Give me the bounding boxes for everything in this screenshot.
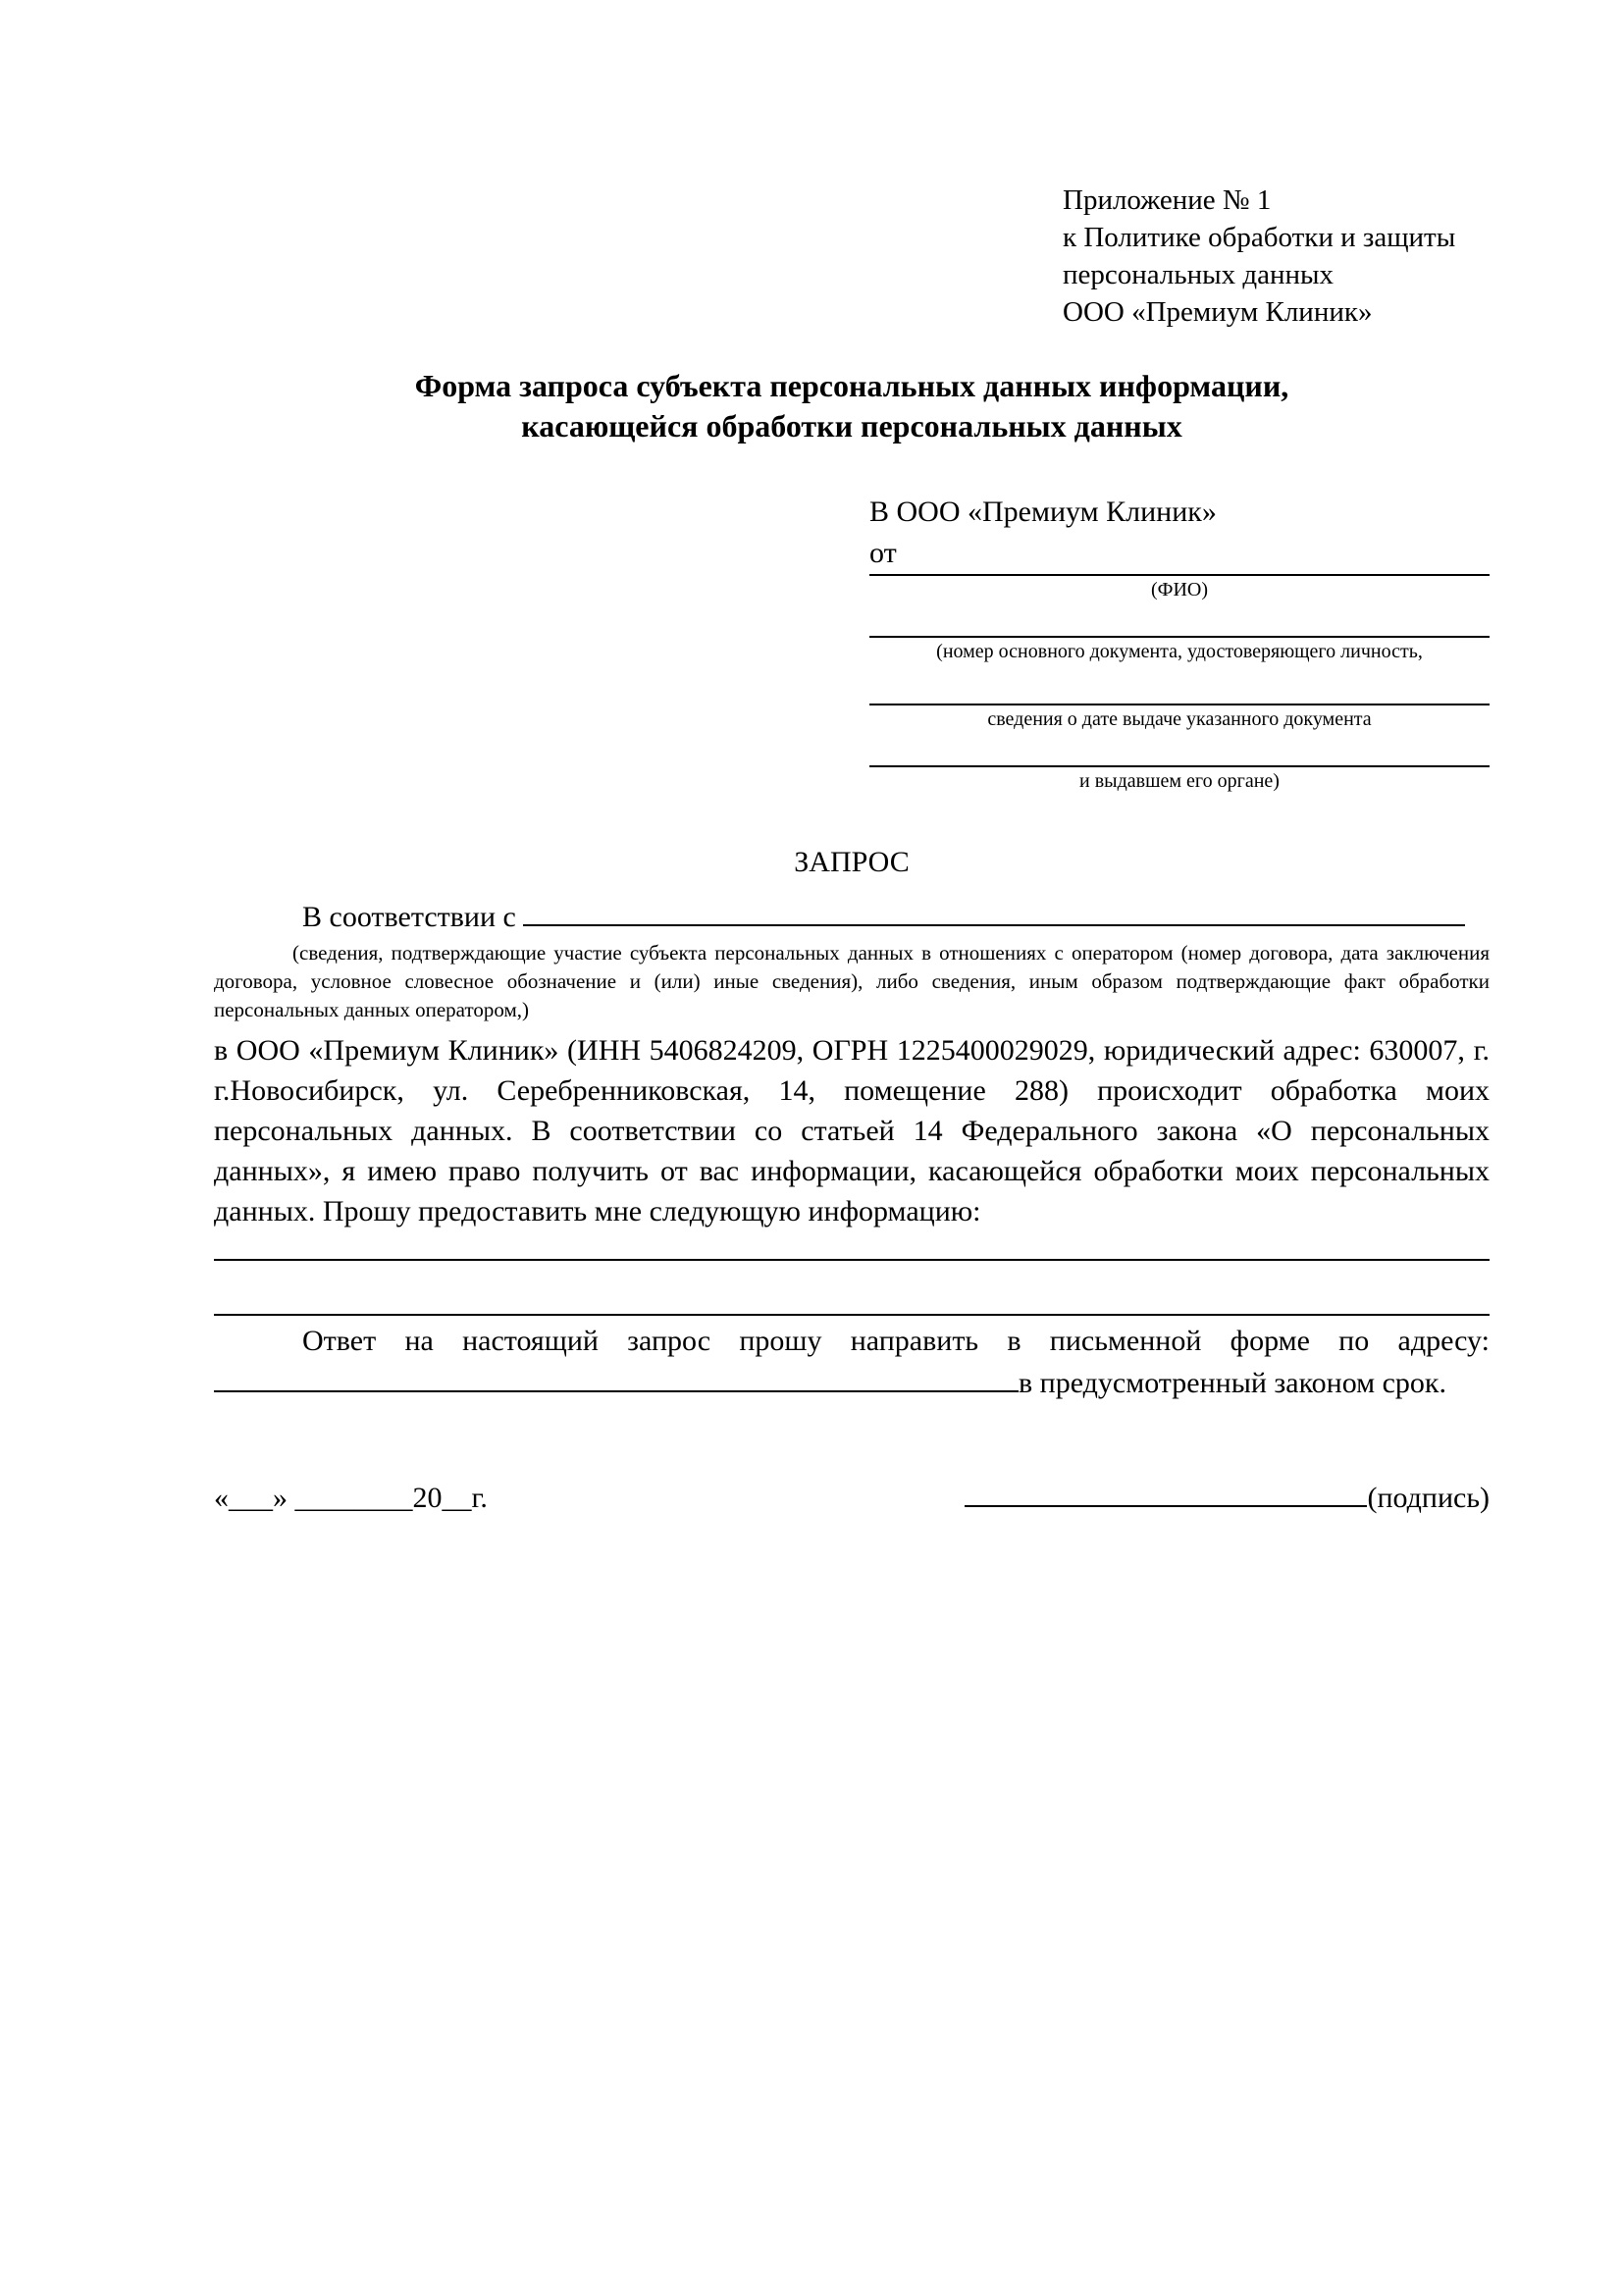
appendix-line-4: ООО «Премиум Клиник» [1063, 296, 1373, 328]
document-title-line-1: Форма запроса субъекта персональных данных информации, [414, 368, 1289, 403]
signature-group [965, 1479, 1490, 1518]
document-title-line-2: касающейся обработки персональных данных [521, 408, 1182, 444]
doc-date-field [869, 664, 1490, 732]
signature-blank-line [965, 1505, 1367, 1507]
signature-caption: (подпись) [1367, 1482, 1490, 1514]
address-blank-line [214, 1390, 1019, 1392]
fio-blank-line [869, 574, 1490, 576]
addressee-to: В ООО «Премиум Клиник» [869, 496, 1217, 528]
basis-note: (сведения, подтверждающие участие субъекта персональных данных в отношениях с оператором (номер договора, дата заключения договора, условное словесное обозначение и (или) иные сведения), либо сведения, иным образом подтверждающие факт обработки персональных данных оператором,) [214, 941, 1490, 1021]
fio-caption: (ФИО) [1150, 579, 1208, 600]
doc-number-caption: (номер основного документа, удостоверяющего личность, [936, 641, 1423, 662]
fio-field [869, 574, 1490, 602]
appendix-header [1063, 182, 1490, 331]
info-blank-line-2 [214, 1261, 1490, 1316]
appendix-line-1: Приложение № 1 [1063, 184, 1272, 216]
doc-date-blank-line [869, 664, 1490, 705]
lead-row [214, 898, 1490, 937]
appendix-line-2: к Политике обработки и защиты [1063, 222, 1456, 253]
footer-row [214, 1479, 1490, 1518]
doc-number-blank-line [869, 602, 1490, 638]
document-title [214, 366, 1490, 446]
basis-blank-line [523, 924, 1465, 926]
addressee-from: от [869, 537, 897, 569]
request-body: в ООО «Премиум Клиник» (ИНН 5406824209, ОГРН 1225400029029, юридический адрес: 630007, г. г.Новосибирск, ул. Серебренниковская, 14, помещение 288) происходит обработка моих персональных данных. В соответствии со статьей 14 Федерального закона «О персональных данных», я имею право получить от вас информации, касающейся обработки моих персональных данных. Прошу предоставить мне следующую информацию: [214, 1034, 1490, 1227]
doc-issuer-blank-line [869, 732, 1490, 767]
info-blank-line-1 [214, 1231, 1490, 1261]
reply-tail: в предусмотренный законом срок. [1019, 1367, 1446, 1399]
doc-date-caption: сведения о дате выдаче указанного документа [987, 708, 1372, 730]
doc-number-field [869, 602, 1490, 664]
request-heading: ЗАПРОС [794, 846, 910, 878]
reply-text: Ответ на настоящий запрос прошу направить в письменной форме по адресу: [302, 1325, 1490, 1357]
lead-text: В соответствии с [302, 901, 516, 933]
date-field: «___» ________20__г. [214, 1482, 488, 1514]
reply-address-row [214, 1362, 1490, 1404]
doc-issuer-field [869, 732, 1490, 794]
appendix-line-3: персональных данных [1063, 259, 1335, 290]
addressee-block [869, 492, 1490, 794]
doc-issuer-caption: и выдавшем его органе) [1079, 770, 1280, 792]
info-blank-lines [214, 1231, 1490, 1316]
